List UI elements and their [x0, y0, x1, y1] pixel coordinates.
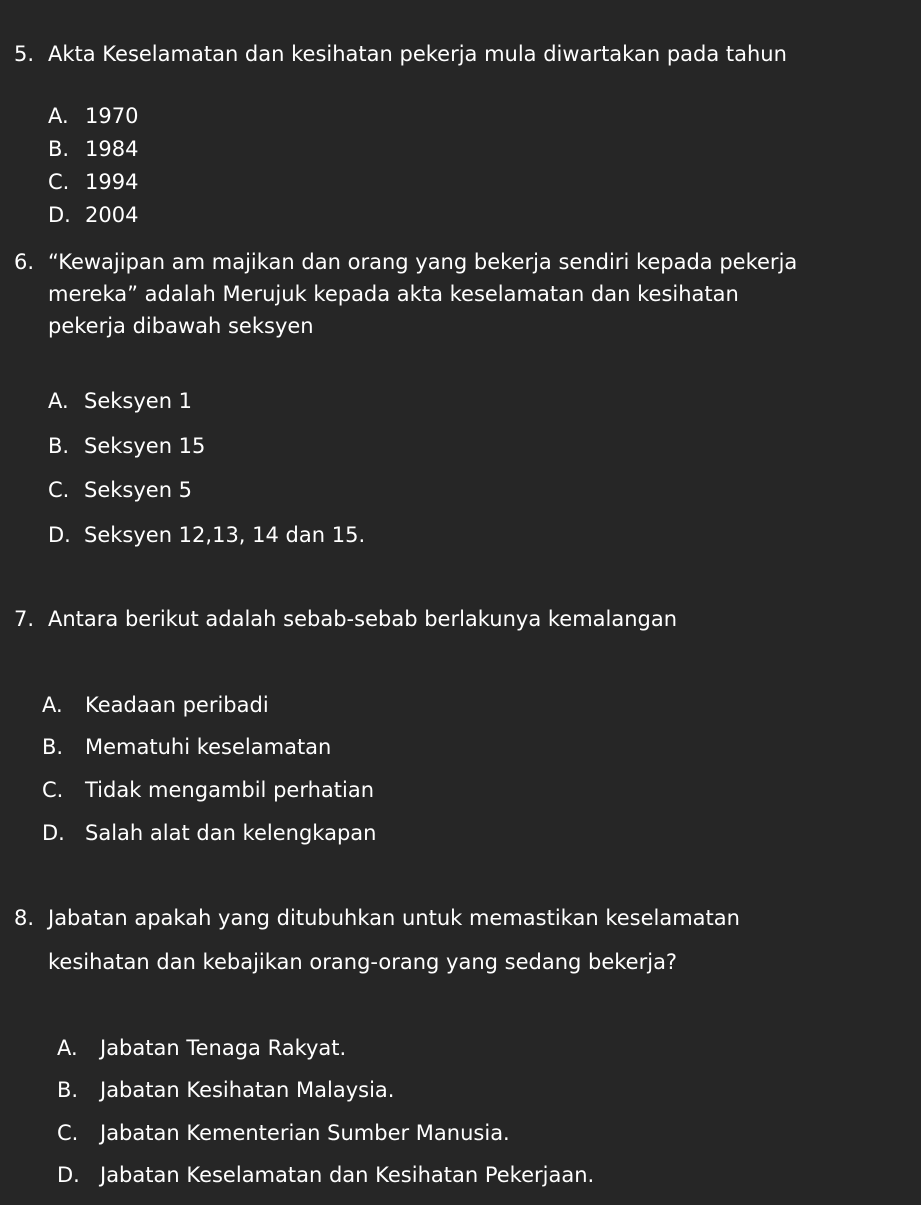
- question-8-line-2: kesihatan dan kebajikan orang-orang yang sedang bekerja?: [48, 950, 678, 974]
- question-text: Akta Keselamatan dan kesihatan pekerja mula diwartakan pada tahun: [48, 42, 787, 66]
- option-label: D.: [57, 1163, 80, 1187]
- option-text: Tidak mengambil perhatian: [85, 778, 375, 802]
- question-text: Jabatan apakah yang ditubuhkan untuk memastikan keselamatan: [48, 906, 740, 930]
- question-number: 7.: [14, 607, 35, 631]
- option-text: Seksyen 1: [84, 389, 193, 413]
- option-label: B.: [48, 434, 70, 458]
- question-text: Antara berikut adalah sebab-sebab berlakunya kemalangan: [48, 607, 678, 631]
- question-6-option-a[interactable]: [48, 391, 192, 412]
- option-text: Seksyen 15: [84, 434, 206, 458]
- question-7-option-c[interactable]: [42, 780, 374, 801]
- question-number: 6.: [14, 250, 35, 274]
- option-text: Jabatan Keselamatan dan Kesihatan Pekerjaan.: [100, 1163, 595, 1187]
- question-number: 5.: [14, 42, 35, 66]
- question-6-option-b[interactable]: [48, 436, 205, 457]
- option-label: D.: [48, 523, 71, 547]
- option-label: B.: [57, 1078, 79, 1102]
- question-7-option-d[interactable]: [42, 823, 376, 844]
- option-text: Jabatan Kesihatan Malaysia.: [100, 1078, 395, 1102]
- option-text: Seksyen 5: [84, 478, 193, 502]
- option-text: Seksyen 12,13, 14 dan 15.: [84, 523, 366, 547]
- question-6-option-d[interactable]: [48, 525, 365, 546]
- option-text: Jabatan Tenaga Rakyat.: [100, 1036, 347, 1060]
- option-label: B.: [42, 735, 64, 759]
- option-label: C.: [48, 170, 70, 194]
- question-6-line-2: mereka” adalah Merujuk kepada akta keselamatan dan kesihatan: [48, 282, 739, 306]
- question-7-option-b[interactable]: [42, 737, 331, 758]
- option-label: A.: [42, 693, 63, 717]
- option-label: C.: [57, 1121, 79, 1145]
- question-6-option-c[interactable]: [48, 480, 192, 501]
- option-text: 1994: [85, 170, 139, 194]
- question-6-line-3: pekerja dibawah seksyen: [48, 314, 314, 338]
- option-label: A.: [57, 1036, 78, 1060]
- question-text: “Kewajipan am majikan dan orang yang bekerja sendiri kepada pekerja: [48, 250, 798, 274]
- option-label: A.: [48, 389, 69, 413]
- option-text: 1984: [85, 137, 139, 161]
- question-8-option-d[interactable]: [57, 1165, 594, 1186]
- question-8-option-a[interactable]: [57, 1038, 346, 1059]
- question-5-option-b[interactable]: [48, 139, 138, 160]
- question-7-line-1: [14, 609, 677, 630]
- question-8-option-b[interactable]: [57, 1080, 394, 1101]
- option-text: 2004: [85, 203, 139, 227]
- option-label: B.: [48, 137, 70, 161]
- question-7-option-a[interactable]: [42, 695, 269, 716]
- question-5-line-1: [14, 44, 787, 65]
- question-6-line-1: [14, 252, 797, 273]
- question-5-option-a[interactable]: [48, 106, 138, 127]
- question-number: 8.: [14, 906, 35, 930]
- question-5-option-c[interactable]: [48, 172, 138, 193]
- option-text: Salah alat dan kelengkapan: [85, 821, 377, 845]
- option-label: D.: [42, 821, 65, 845]
- option-text: Mematuhi keselamatan: [85, 735, 332, 759]
- question-8-line-1: [14, 908, 740, 929]
- option-text: Jabatan Kementerian Sumber Manusia.: [100, 1121, 510, 1145]
- question-5-option-d[interactable]: [48, 205, 138, 226]
- question-8-option-c[interactable]: [57, 1123, 510, 1144]
- option-text: Keadaan peribadi: [85, 693, 269, 717]
- option-label: D.: [48, 203, 71, 227]
- option-text: 1970: [85, 104, 139, 128]
- option-label: C.: [42, 778, 64, 802]
- option-label: C.: [48, 478, 70, 502]
- option-label: A.: [48, 104, 69, 128]
